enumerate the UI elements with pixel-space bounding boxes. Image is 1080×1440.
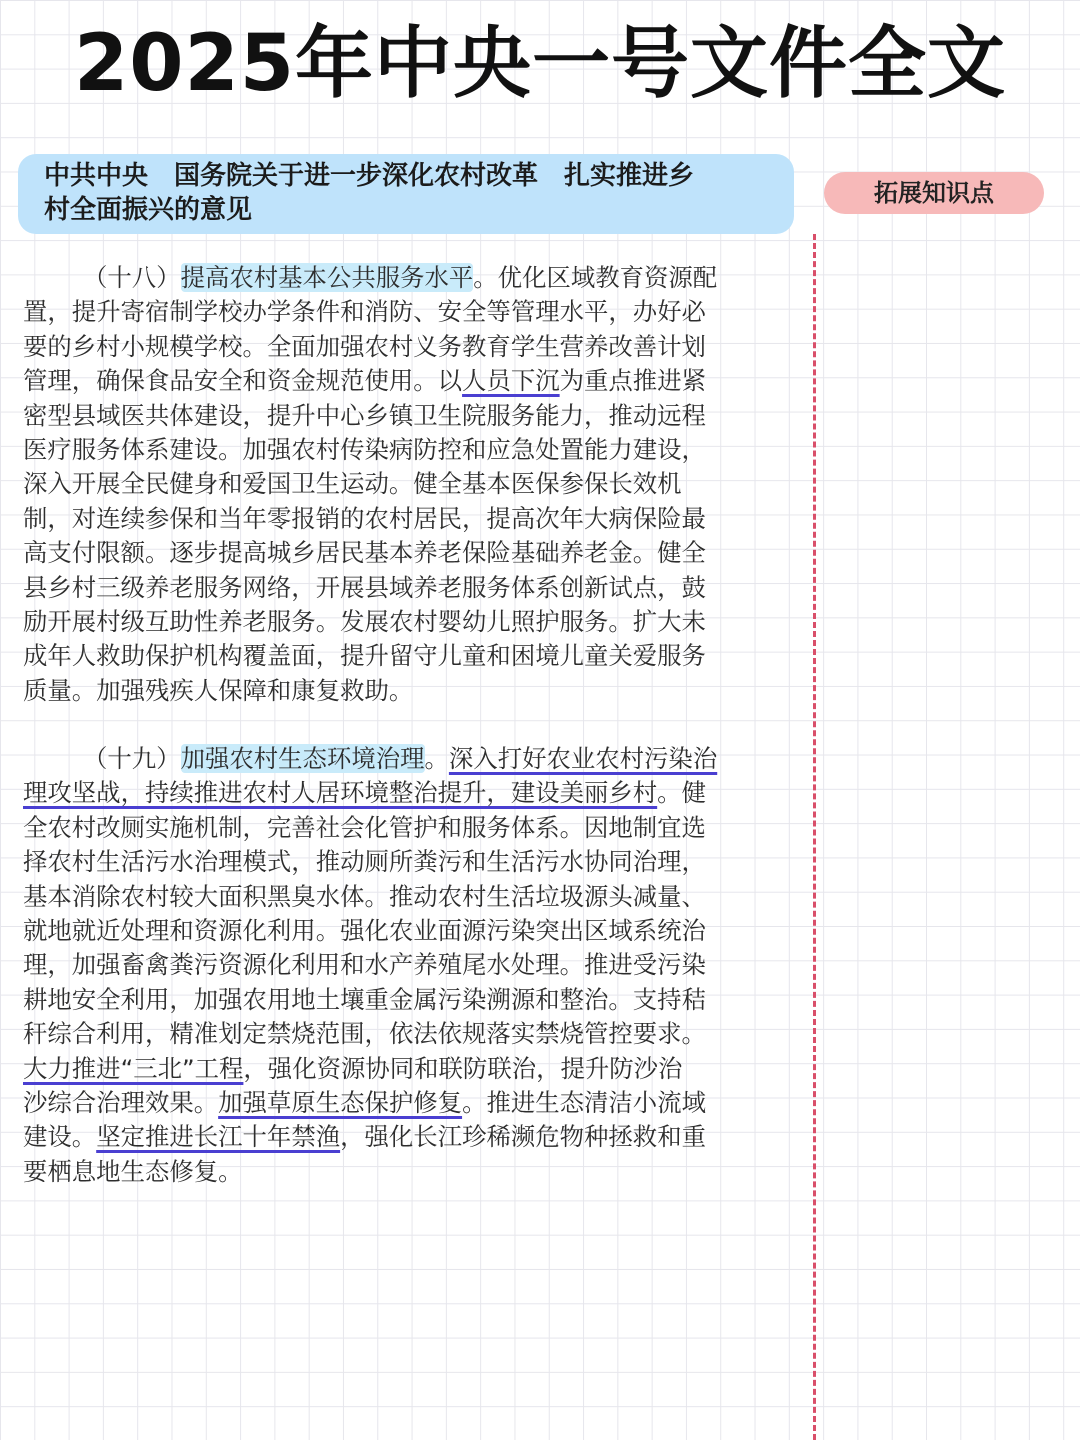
underlined-phrase: 大力推进“三北”工程 (23, 1053, 244, 1083)
text-line: 密型县域医共体建设，提升中心乡镇卫生院服务能力，推动远程 (23, 400, 706, 430)
page-title: 2025年中央一号文件全文 (73, 19, 1007, 109)
text-line: 制，对连续参保和当年零报销的农村居民，提高次年大病保险最 (23, 503, 706, 533)
text-line: （十九）加强农村生态环境治理。深入打好农业农村污染治 (83, 744, 718, 773)
subtitle-line-1: 中共中央 国务院关于进一步深化农村改革 扎实推进乡 (44, 161, 695, 191)
text-line: （十八）提高农村基本公共服务水平。优化区域教育资源配 (83, 263, 718, 292)
text-line: 置，提升寄宿制学校办学条件和消防、安全等管理水平，办好必 (23, 297, 706, 327)
text-line: 励开展村级互助性养老服务。发展农村婴幼儿照护服务。扩大未 (23, 606, 706, 636)
underlined-phrase: 人员下沉 (462, 366, 560, 396)
section-19-paragraph (23, 742, 775, 1189)
highlighted-heading: 加强农村生态环境治理 (180, 744, 425, 773)
section-18-paragraph (23, 261, 775, 708)
underlined-phrase: 坚定推进长江十年禁渔 (96, 1122, 341, 1152)
text-line: 秆综合利用，精准划定禁烧范围，依法依规落实禁烧管控要求。 (23, 1019, 706, 1049)
text-line: 择农村生活污水治理模式，推动厕所粪污和生活污水协同治理， (23, 847, 706, 877)
text-line: 理，加强畜禽粪污资源化利用和水产养殖尾水处理。推进受污染 (23, 950, 706, 980)
underlined-phrase: 理攻坚战，持续推进农村人居环境整治提升，建设美丽乡村 (23, 778, 658, 808)
text-line: 管理，确保食品安全和资金规范使用。以人员下沉为重点推进紧 (23, 366, 706, 396)
highlighted-heading: 提高农村基本公共服务水平 (180, 263, 474, 292)
text-line: 大力推进“三北”工程，强化资源协同和联防联治，提升防沙治 (23, 1053, 683, 1083)
text-line: 要的乡村小规模学校。全面加强农村义务教育学生营养改善计划 (23, 331, 706, 361)
text-line: 要栖息地生态修复。 (23, 1156, 243, 1186)
text-line: 基本消除农村较大面积黑臭水体。推动农村生活垃圾源头减量、 (23, 881, 706, 911)
text-line: 深入开展全民健身和爱国卫生运动。健全基本医保参保长效机 (23, 469, 682, 499)
dashed-divider (813, 234, 816, 1440)
text-line: 高支付限额。逐步提高城乡居民基本养老保险基础养老金。健全 (23, 538, 706, 568)
text-line: 耕地安全利用，加强农用地土壤重金属污染溯源和整治。支持秸 (23, 984, 706, 1014)
underlined-phrase: 加强草原生态保护修复 (218, 1087, 463, 1117)
text-line: 沙综合治理效果。加强草原生态保护修复。推进生态清洁小流域 (23, 1087, 706, 1117)
text-line: 县乡村三级养老服务网络，开展县域养老服务体系创新试点，鼓 (23, 572, 706, 602)
text-line: 成年人救助保护机构覆盖面，提升留守儿童和困境儿童关爱服务 (23, 641, 706, 671)
text-line: 医疗服务体系建设。加强农村传染病防控和应急处置能力建设， (23, 434, 706, 464)
text-line: 建设。坚定推进长江十年禁渔，强化长江珍稀濒危物种拯救和重 (23, 1122, 706, 1152)
extended-knowledge-label: 拓展知识点 (824, 172, 1044, 214)
document-subtitle (18, 154, 794, 234)
text-line: 理攻坚战，持续推进农村人居环境整治提升，建设美丽乡村。健 (23, 778, 706, 808)
text-line: 就地就近处理和资源化利用。强化农业面源污染突出区域系统治 (23, 915, 706, 945)
text-line: 全农村改厕实施机制，完善社会化管护和服务体系。因地制宜选 (23, 812, 706, 842)
text-line: 质量。加强残疾人保障和康复救助。 (23, 675, 414, 705)
subtitle-line-2: 村全面振兴的意见 (44, 195, 253, 225)
underlined-phrase: 深入打好农业农村污染治 (448, 744, 718, 773)
